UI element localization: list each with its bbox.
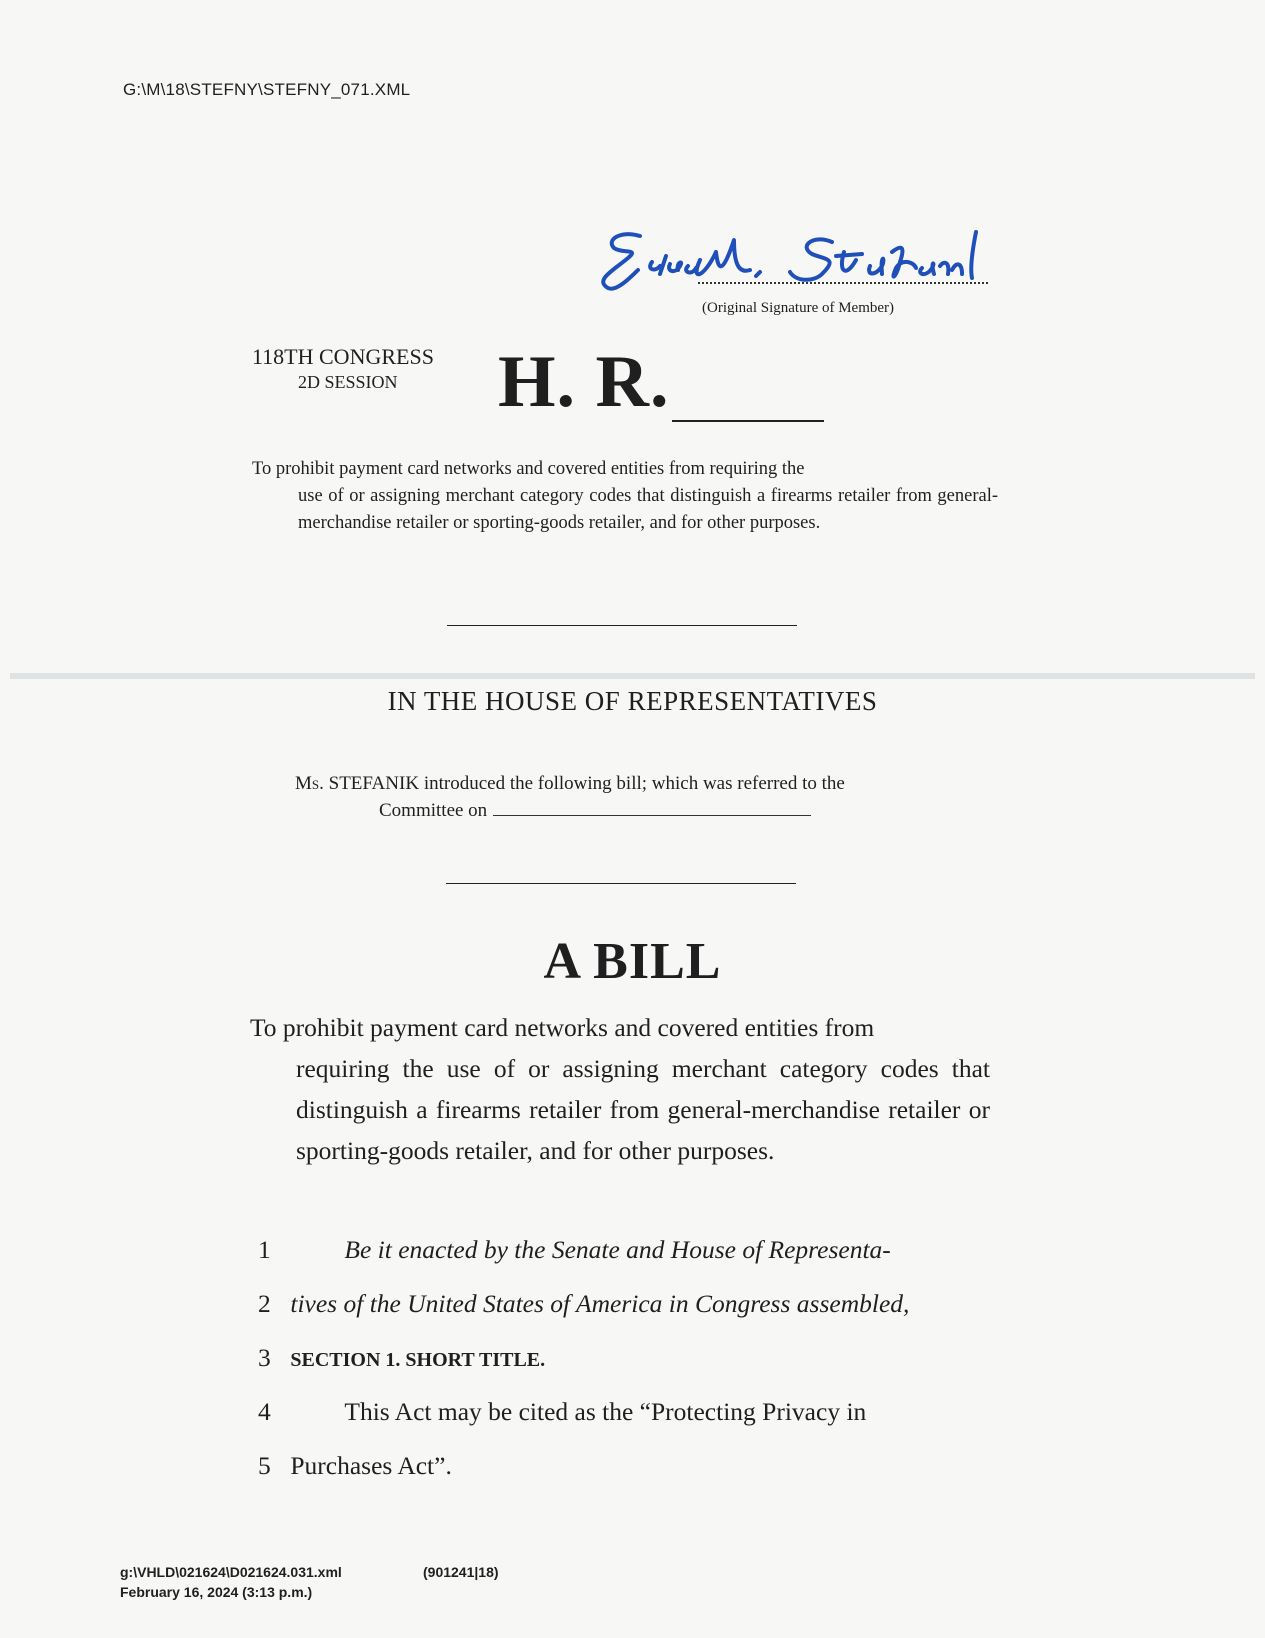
bill-line bbox=[258, 1451, 998, 1481]
footer-date: February 16, 2024 (3:13 p.m.) bbox=[120, 1584, 313, 1600]
line-number: 5 bbox=[258, 1451, 271, 1480]
chamber-heading: IN THE HOUSE OF REPRESENTATIVES bbox=[387, 686, 878, 716]
section-heading: SECTION 1. SHORT TITLE. bbox=[290, 1349, 546, 1371]
purpose-summary-short bbox=[252, 456, 998, 537]
purpose-summary-long bbox=[250, 1007, 990, 1171]
session: 2D SESSION bbox=[298, 372, 398, 392]
bill-line bbox=[258, 1397, 998, 1427]
footer-code: (901241|18) bbox=[423, 1564, 499, 1580]
sponsor-name: Ms. STEFANIK bbox=[295, 773, 420, 794]
bill-line bbox=[258, 1343, 998, 1373]
line-number: 4 bbox=[258, 1397, 271, 1426]
introduction-text: introduced the following bill; which was referred to the bbox=[423, 773, 845, 794]
section-text: This Act may be cited as the “Protecting Privacy in bbox=[344, 1397, 867, 1426]
bill-line bbox=[258, 1235, 998, 1265]
congress-number: 118TH CONGRESS bbox=[252, 344, 434, 369]
footer-file-path: g:\VHLD\021624\D021624.031.xml bbox=[120, 1564, 342, 1580]
introduction-statement bbox=[295, 770, 955, 824]
bill-label: A BILL bbox=[543, 933, 722, 990]
signature-line bbox=[698, 282, 988, 284]
purpose-short-first-line: To prohibit payment card networks and covered entities from requiring the bbox=[252, 459, 805, 479]
bill-number-blank bbox=[672, 420, 824, 422]
page-seam bbox=[10, 673, 1255, 679]
enacting-clause: Be it enacted by the Senate and House of Representa- bbox=[344, 1235, 891, 1264]
committee-prefix: Committee on bbox=[379, 800, 488, 821]
purpose-long-first-line: To prohibit payment card networks and covered entities from bbox=[250, 1013, 875, 1042]
signature-caption: (Original Signature of Member) bbox=[702, 300, 895, 316]
handwritten-signature bbox=[600, 222, 1000, 302]
bill-type-title: H. R. bbox=[498, 341, 670, 423]
purpose-long-rest: requiring the use of or assigning merchant category codes that distinguish a firearms retailer from general-merchandise retailer or sporting-goods retailer, and for other purposes. bbox=[296, 1054, 990, 1165]
line-number: 1 bbox=[258, 1235, 271, 1264]
section-text: Purchases Act”. bbox=[290, 1451, 452, 1480]
divider-rule bbox=[447, 625, 797, 626]
file-path: G:\M\18\STEFNY\STEFNY_071.XML bbox=[123, 80, 411, 99]
committee-blank bbox=[493, 797, 811, 816]
line-number: 3 bbox=[258, 1343, 271, 1372]
purpose-short-rest: use of or assigning merchant category codes that distinguish a firearms retailer from general-merchandise retailer or sporting-goods retailer, and for other purposes. bbox=[298, 486, 998, 533]
divider-rule bbox=[446, 883, 796, 884]
bill-line bbox=[258, 1289, 998, 1319]
enacting-clause: tives of the United States of America in Congress assembled, bbox=[290, 1289, 910, 1318]
line-number: 2 bbox=[258, 1289, 271, 1318]
